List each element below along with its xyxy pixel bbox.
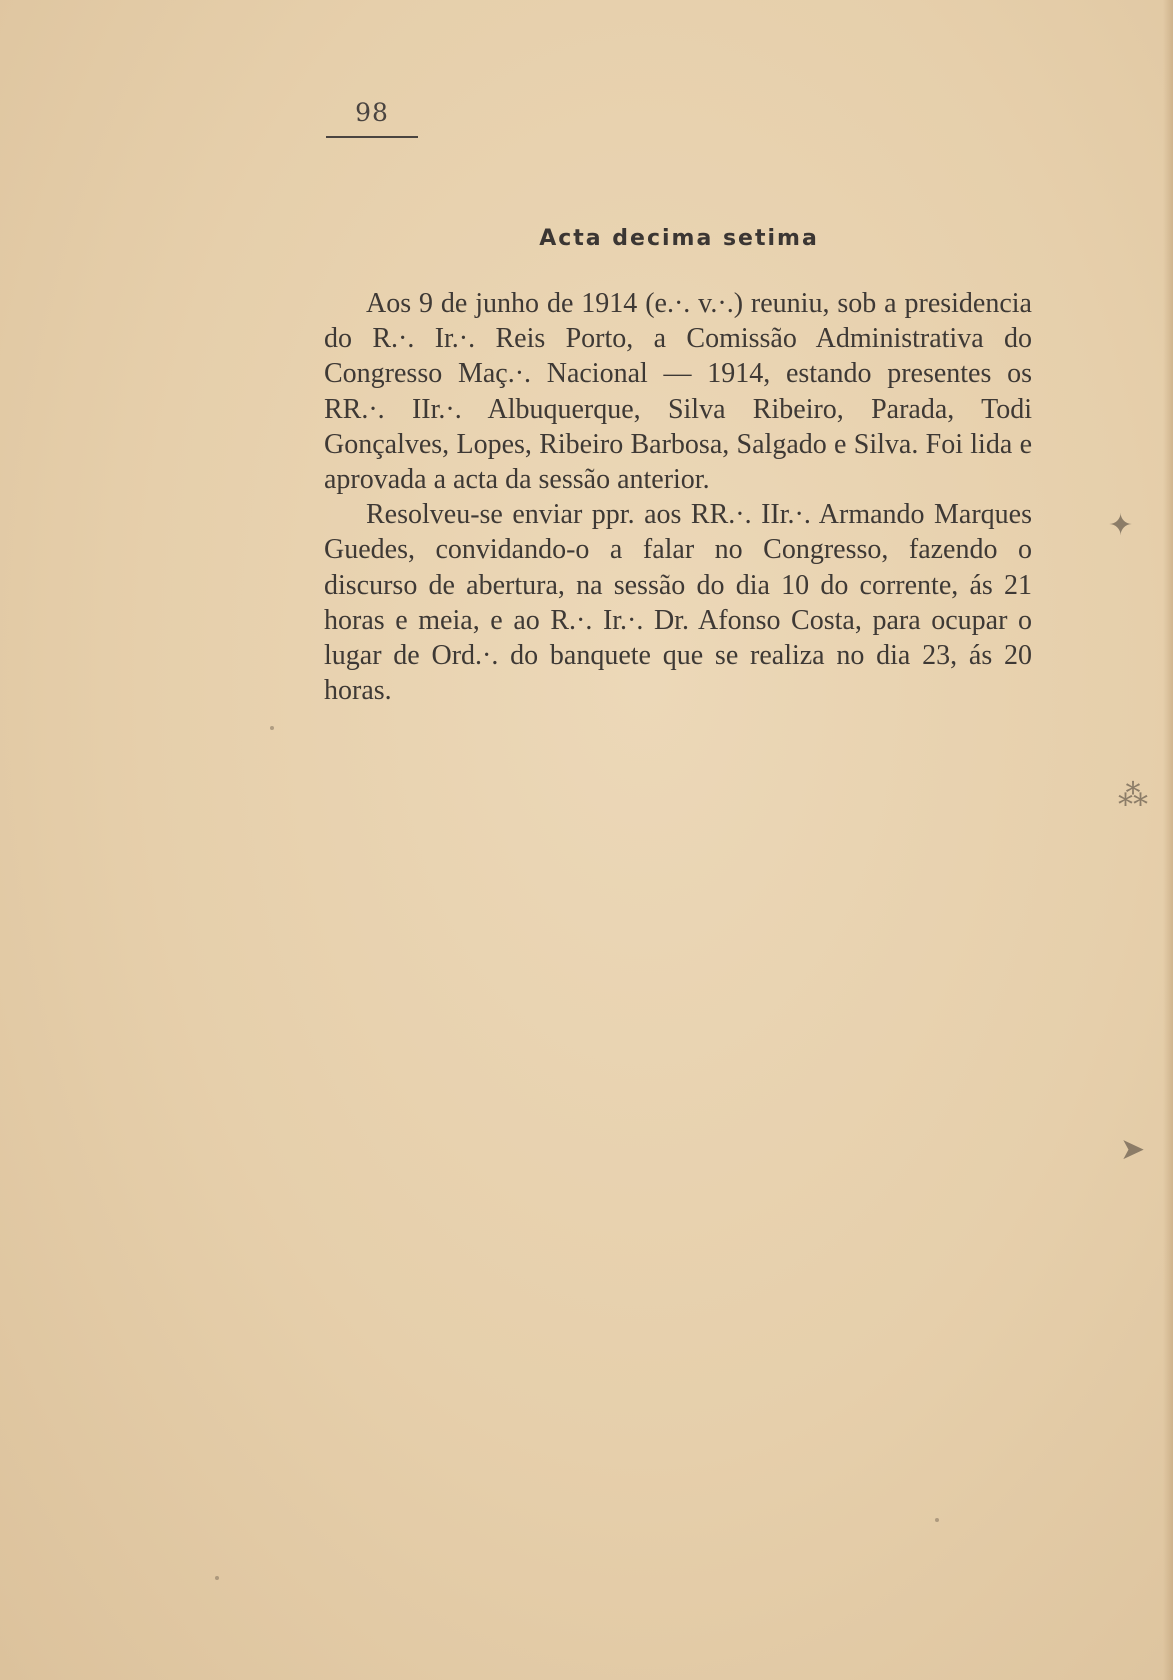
- binding-hole-mark-icon: ⁂: [1118, 778, 1148, 813]
- paper-speck: [935, 1518, 939, 1522]
- paragraph-first: Aos 9 de junho de 1914 (e.·. v.·.) reuniu, sob a presidencia do R.·. Ir.·. Reis Porto, a Comissão Administrativa do Congresso Maç.·. Nacional — 1914, estando presentes os RR.·. IIr.·. Albuquerque, Silva Ribeiro, Parada, Todi Gonçalves, Lopes, Ribeiro Barbosa, Salgado e Silva. Foi lida e aprovada a acta da sessão anterior.: [324, 288, 1032, 496]
- binding-hole-mark-icon: ✦: [1108, 508, 1134, 543]
- paper-speck: [270, 726, 274, 730]
- page-number: 98: [355, 98, 389, 127]
- page-number-rule: [326, 136, 418, 138]
- body-text: [324, 286, 1032, 708]
- paragraph-second: Resolveu-se enviar ppr. aos RR.·. IIr.·. Armando Marques Guedes, convidando-o a falar no Congresso, fazendo o discurso de abertura, na sessão do dia 10 do corrente, ás 21 horas e meia, e ao R.·. Ir.·. Dr. Afonso Costa, para ocupar o lugar de Ord.·. do banquete que se realiza no dia 23, ás 20 horas.: [324, 499, 1032, 707]
- page-edge-shadow: [1163, 0, 1173, 1680]
- paper-speck: [215, 1576, 219, 1580]
- binding-hole-mark-icon: ➤: [1120, 1132, 1146, 1167]
- section-title: Acta decima setima: [539, 226, 819, 251]
